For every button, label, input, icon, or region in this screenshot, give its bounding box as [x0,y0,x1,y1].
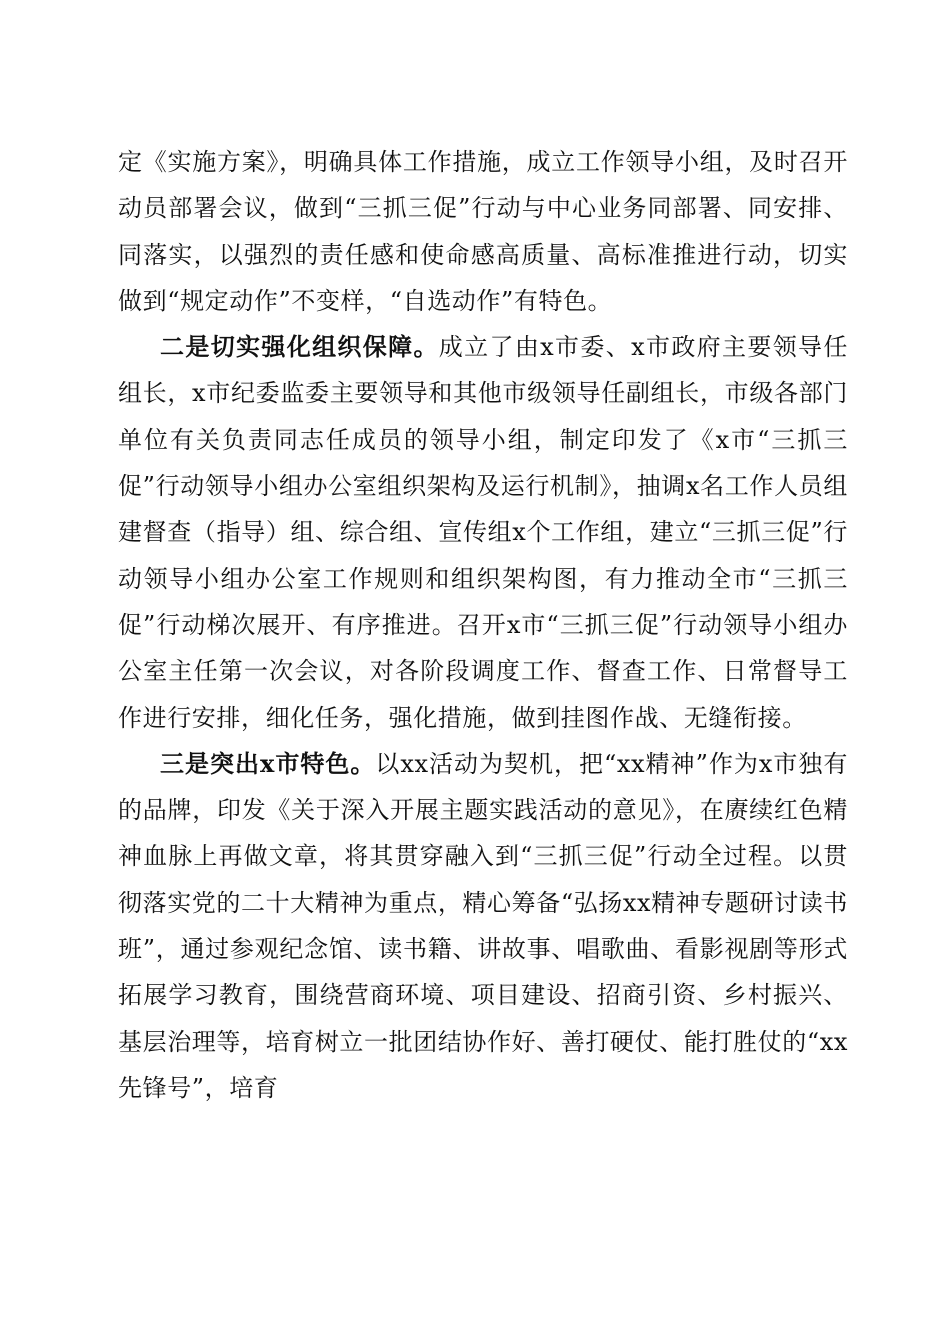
paragraph-2-heading: 二是切实强化组织保障。 [160,332,439,362]
paragraph-3-text: 以xx活动为契机，把“xx精神”作为x市独有的品牌，印发《关于深入开展主题实践活动的意见》，在赓续红色精神血脉上再做文章，将其贯穿融入到“三抓三促”行动全过程。以贯彻落实党的二十大精神为重点，精心筹备“弘扬xx精神专题研讨读书班”，通过参观纪念馆、读书籍、讲故事、唱歌曲、看影视剧等形式拓展学习教育，围绕营商环境、项目建设、招商引资、乡村振兴、基层治理等，培育树立一批团结协作好、善打硬仗、能打胜仗的“xx先锋号”，培育 [118,749,848,1102]
paragraph-1-text: 定《实施方案》，明确具体工作措施，成立工作领导小组，及时召开动员部署会议，做到“三抓三促”行动与中心业务同部署、同安排、同落实，以强烈的责任感和使命感高质量、高标准推进行动，切实做到“规定动作”不变样，“自选动作”有特色。 [118,148,848,315]
paragraph-1 [118,139,848,324]
paragraph-2-text: 成立了由x市委、x市政府主要领导任组长，x市纪委监委主要领导和其他市级领导任副组长，市级各部门单位有关负责同志任成员的领导小组，制定印发了《x市“三抓三促”行动领导小组办公室组织架构及运行机制》，抽调x名工作人员组建督查（指导）组、综合组、宣传组x个工作组，建立“三抓三促”行动领导小组办公室工作规则和组织架构图，有力推动全市“三抓三促”行动梯次展开、有序推进。召开x市“三抓三促”行动领导小组办公室主任第一次会议，对各阶段调度工作、督查工作、日常督导工作进行安排，细化任务，强化措施，做到挂图作战、无缝衔接。 [118,333,848,732]
paragraph-3 [118,741,848,1111]
paragraph-3-heading: 三是突出x市特色。 [160,748,376,778]
paragraph-2 [118,324,848,741]
document-body [118,139,848,1111]
